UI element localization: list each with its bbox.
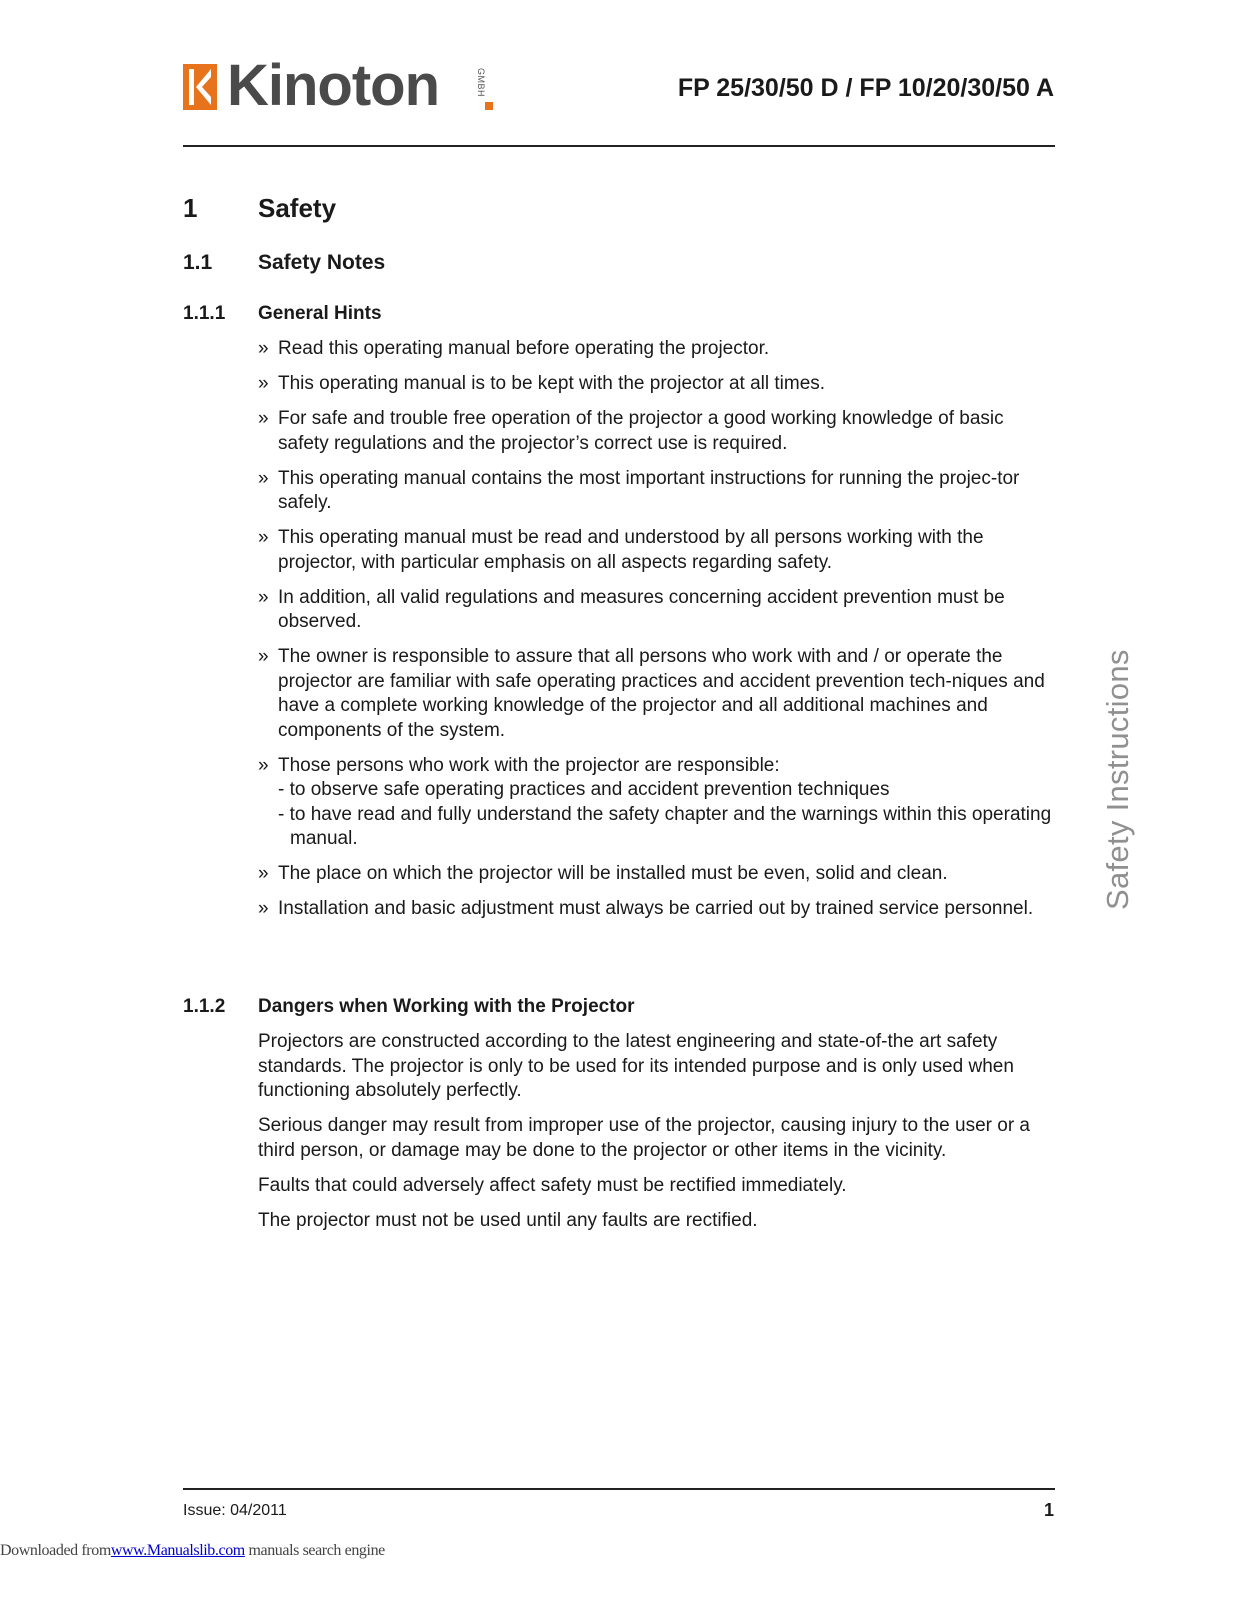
list-item bbox=[258, 526, 1058, 575]
logo-wordmark: Kinoton bbox=[227, 53, 440, 118]
kinoton-logo bbox=[183, 53, 513, 118]
list-item bbox=[258, 337, 1058, 362]
list-item bbox=[258, 407, 1058, 456]
kinoton-k-mark-icon bbox=[183, 64, 217, 110]
logo-dot bbox=[485, 102, 493, 110]
bullet-mark: » bbox=[258, 527, 269, 548]
general-hints-number: 1.1.1 bbox=[183, 303, 226, 324]
list-item-text: This operating manual contains the most important instructions for running the projec-tor safely. bbox=[278, 467, 1020, 513]
list-item-text: In addition, all valid regulations and measures concerning accident prevention must be observed. bbox=[278, 586, 1005, 632]
dangers-number: 1.1.2 bbox=[183, 996, 226, 1017]
general-hints-list bbox=[258, 337, 1058, 932]
download-notice bbox=[0, 1542, 385, 1560]
list-item-text: Read this operating manual before operating the projector. bbox=[278, 338, 770, 359]
bullet-mark: » bbox=[258, 754, 269, 776]
sub-item-text: - to observe safe operating practices and accident prevention techniques bbox=[278, 779, 890, 800]
list-item-text: Installation and basic adjustment must always be carried out by trained service personnel. bbox=[278, 898, 1034, 919]
general-hints-title: General Hints bbox=[258, 303, 382, 324]
list-item-text: This operating manual must be read and understood by all persons working with the projector, with particular emphasis on all aspects regarding safety. bbox=[278, 527, 984, 573]
list-item bbox=[258, 467, 1058, 516]
footer-issue: Issue: 04/2011 bbox=[183, 1502, 287, 1519]
download-suffix: manuals search engine bbox=[244, 1542, 385, 1559]
side-tab-label: Safety Instructions bbox=[1100, 649, 1135, 910]
paragraph: Projectors are constructed according to the latest engineering and state-of-the art safety standards. The projector is only to be used for its intended purpose and is only used when functioning absolutely perfectly. bbox=[258, 1031, 1014, 1101]
list-item bbox=[258, 897, 1058, 922]
list-item-text: For safe and trouble free operation of the projector a good working knowledge of basic safety regulations and the projector’s correct use is required. bbox=[278, 408, 1004, 454]
bullet-mark: » bbox=[258, 373, 269, 394]
bullet-mark: » bbox=[258, 898, 269, 919]
document-title: FP 25/30/50 D / FP 10/20/30/50 A bbox=[677, 74, 1054, 102]
paragraph: Faults that could adversely affect safety must be rectified immediately. bbox=[258, 1174, 847, 1196]
section-number: 1 bbox=[183, 193, 198, 223]
section-title: Safety bbox=[258, 193, 337, 223]
list-item bbox=[258, 862, 1058, 887]
page-number: 1 bbox=[1043, 1500, 1054, 1520]
list-item-text: The owner is responsible to assure that all persons who work with and / or operate the projector are familiar with safe operating practices and accident prevention tech-niques and have a complete working knowledge of the projector and all additional machines and components of the system. bbox=[278, 646, 1045, 741]
bullet-mark: » bbox=[258, 408, 269, 429]
list-item-text: The place on which the projector will be installed must be even, solid and clean. bbox=[278, 863, 948, 884]
paragraph: The projector must not be used until any faults are rectified. bbox=[258, 1209, 758, 1231]
list-item-text: Those persons who work with the projector are responsible: bbox=[278, 754, 780, 776]
dangers-body bbox=[258, 1030, 1058, 1244]
logo-gmbh: GMBH bbox=[476, 68, 486, 97]
list-item bbox=[258, 372, 1058, 397]
footer-rule bbox=[183, 1488, 1055, 1490]
list-item bbox=[258, 645, 1058, 743]
subsection-title: Safety Notes bbox=[258, 251, 386, 274]
bullet-mark: » bbox=[258, 586, 269, 608]
bullet-mark: » bbox=[258, 467, 269, 489]
download-prefix: Downloaded from bbox=[0, 1542, 111, 1559]
dangers-title: Dangers when Working with the Projector bbox=[258, 996, 635, 1017]
bullet-mark: » bbox=[258, 646, 269, 667]
bullet-mark: » bbox=[258, 863, 269, 884]
bullet-mark: » bbox=[258, 338, 269, 359]
sub-item-text: - to have read and fully understand the safety chapter and the warnings within this operating manual. bbox=[278, 803, 1052, 849]
manualslib-link[interactable]: www.Manualslib.com bbox=[110, 1542, 245, 1559]
list-item-text: This operating manual is to be kept with the projector at all times. bbox=[278, 373, 826, 394]
list-item bbox=[258, 586, 1058, 635]
paragraph: Serious danger may result from improper use of the projector, causing injury to the user or a third person, or damage may be done to the projector or other items in the vicinity. bbox=[258, 1115, 1030, 1161]
list-item bbox=[258, 754, 1058, 852]
header-rule bbox=[183, 145, 1055, 147]
subsection-number: 1.1 bbox=[183, 251, 213, 274]
